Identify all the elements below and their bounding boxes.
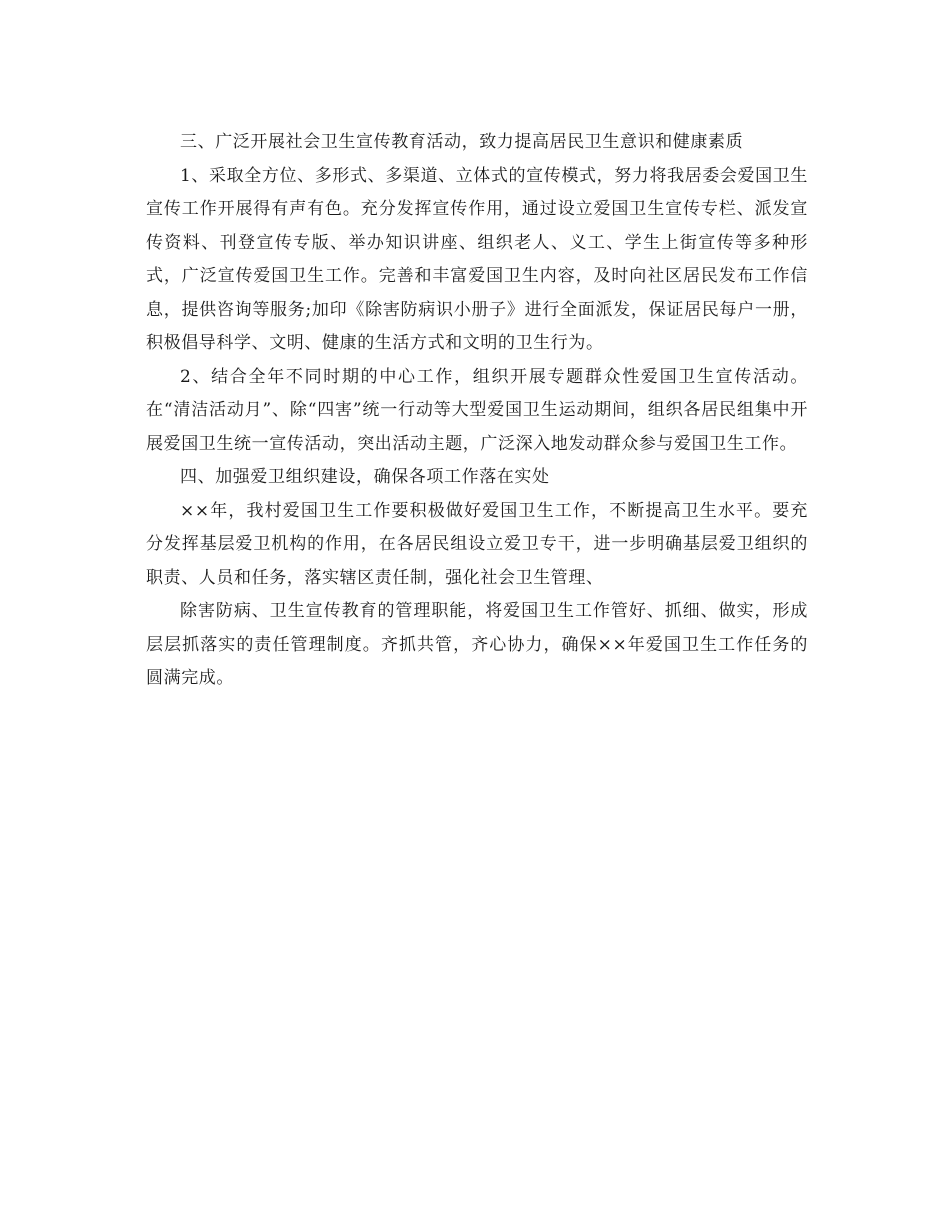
section-heading-4: 四、加强爱卫组织建设，确保各项工作落在实处 xyxy=(180,467,550,487)
paragraph-item-2: 2、结合全年不同时期的中心工作，组织开展专题群众性爱国卫生宣传活动。在“清洁活动月”、除“四害”统一行动等大型爱国卫生运动期间，组织各居民组集中开展爱国卫生统一宣传活动，突出活动主题，广泛深入地发动群众参与爱国卫生工作。 xyxy=(146,366,808,454)
paragraph-body-2: 除害防病、卫生宣传教育的管理职能，将爱国卫生工作管好、抓细、做实，形成层层抓落实的责任管理制度。齐抓共管，齐心协力，确保××年爱国卫生工作任务的圆满完成。 xyxy=(146,601,808,688)
document-page xyxy=(146,126,808,696)
section-heading-3: 三、广泛开展社会卫生宣传教育活动，致力提高居民卫生意识和健康素质 xyxy=(180,132,744,152)
paragraph-item-1: 1、采取全方位、多形式、多渠道、立体式的宣传模式，努力将我居委会爱国卫生宣传工作开展得有声有色。充分发挥宣传作用，通过设立爱国卫生宣传专栏、派发宣传资料、刊登宣传专版、举办知识讲座、组织老人、义工、学生上街宣传等多种形式，广泛宣传爱国卫生工作。完善和丰富爱国卫生内容，及时向社区居民发布工作信息，提供咨询等服务;加印《除害防病识小册子》进行全面派发，保证居民每户一册，积极倡导科学、文明、健康的生活方式和文明的卫生行为。 xyxy=(146,165,808,353)
paragraph-body-1: ××年，我村爱国卫生工作要积极做好爱国卫生工作，不断提高卫生水平。要充分发挥基层爱卫机构的作用，在各居民组设立爱卫专干，进一步明确基层爱卫组织的职责、人员和任务，落实辖区责任制，强化社会卫生管理、 xyxy=(146,500,808,588)
